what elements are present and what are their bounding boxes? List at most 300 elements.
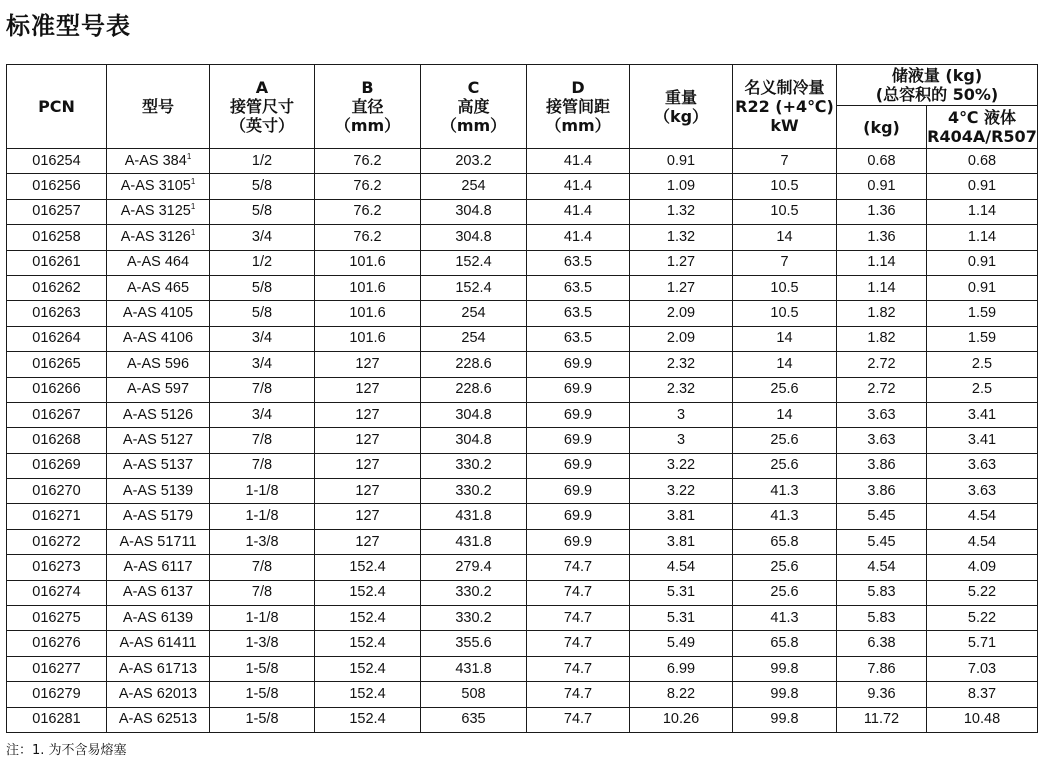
cell-pcn: 016256: [7, 174, 107, 199]
cell-model: [107, 149, 210, 174]
footnote-marker: 1: [190, 228, 196, 238]
cell-storage-kg: 3.63: [837, 402, 927, 427]
cell-pcn: 016263: [7, 301, 107, 326]
cell-pcn: 016261: [7, 250, 107, 275]
cell-pcn: 016281: [7, 707, 107, 732]
cell-c: 355.6: [421, 631, 527, 656]
cell-d: 74.7: [527, 682, 630, 707]
table-row: [7, 606, 1038, 631]
cell-pcn: 016266: [7, 377, 107, 402]
header-b-letter: B: [361, 78, 374, 97]
cell-c: 304.8: [421, 402, 527, 427]
cell-c: 254: [421, 301, 527, 326]
cell-d: 74.7: [527, 606, 630, 631]
cell-storage-r404: 1.59: [927, 326, 1038, 351]
cell-pcn: 016273: [7, 555, 107, 580]
model-text: A-AS 3126: [120, 228, 191, 245]
cell-storage-r404: 0.91: [927, 174, 1038, 199]
cell-storage-r404: 0.91: [927, 275, 1038, 300]
table-row: [7, 402, 1038, 427]
table-row: [7, 682, 1038, 707]
cell-d: 69.9: [527, 352, 630, 377]
cell-a: 3/4: [210, 352, 315, 377]
cell-storage-kg: 11.72: [837, 707, 927, 732]
cell-pcn: 016267: [7, 402, 107, 427]
cell-capacity: 14: [733, 225, 837, 250]
cell-model: [107, 656, 210, 681]
model-text: A-AS 5137: [122, 457, 194, 474]
cell-c: 304.8: [421, 428, 527, 453]
cell-weight: 3.81: [630, 529, 733, 554]
cell-b: 76.2: [315, 174, 421, 199]
cell-d: 69.9: [527, 402, 630, 427]
page-title: 标准型号表: [6, 12, 131, 40]
cell-storage-kg: 5.45: [837, 529, 927, 554]
cell-model: [107, 479, 210, 504]
header-capacity-unit: kW: [770, 116, 799, 135]
cell-b: 101.6: [315, 275, 421, 300]
cell-capacity: 7: [733, 149, 837, 174]
cell-capacity: 25.6: [733, 555, 837, 580]
cell-weight: 3: [630, 402, 733, 427]
cell-storage-r404: 3.41: [927, 402, 1038, 427]
cell-storage-r404: 0.91: [927, 250, 1038, 275]
cell-b: 127: [315, 352, 421, 377]
cell-weight: 4.54: [630, 555, 733, 580]
table-row: [7, 275, 1038, 300]
model-text: A-AS 597: [126, 381, 190, 398]
cell-d: 74.7: [527, 631, 630, 656]
cell-storage-kg: 1.82: [837, 301, 927, 326]
header-weight: [630, 65, 733, 149]
cell-model: [107, 453, 210, 478]
table-row: [7, 453, 1038, 478]
cell-capacity: 10.5: [733, 174, 837, 199]
header-d: [527, 65, 630, 149]
cell-storage-kg: 5.45: [837, 504, 927, 529]
cell-b: 101.6: [315, 250, 421, 275]
header-d-unit: （mm）: [545, 116, 611, 135]
table-row: [7, 174, 1038, 199]
cell-d: 69.9: [527, 479, 630, 504]
cell-b: 127: [315, 453, 421, 478]
cell-pcn: 016268: [7, 428, 107, 453]
cell-c: 330.2: [421, 580, 527, 605]
cell-weight: 3.81: [630, 504, 733, 529]
table-row: [7, 580, 1038, 605]
cell-storage-r404: 7.03: [927, 656, 1038, 681]
cell-b: 76.2: [315, 199, 421, 224]
cell-d: 69.9: [527, 453, 630, 478]
cell-b: 152.4: [315, 682, 421, 707]
cell-weight: 1.09: [630, 174, 733, 199]
cell-capacity: 25.6: [733, 453, 837, 478]
cell-pcn: 016272: [7, 529, 107, 554]
cell-storage-r404: 3.63: [927, 479, 1038, 504]
cell-storage-r404: 3.63: [927, 453, 1038, 478]
cell-capacity: 10.5: [733, 301, 837, 326]
cell-storage-r404: 5.22: [927, 580, 1038, 605]
cell-d: 41.4: [527, 149, 630, 174]
cell-capacity: 7: [733, 250, 837, 275]
cell-weight: 1.32: [630, 199, 733, 224]
cell-weight: 2.32: [630, 352, 733, 377]
cell-c: 228.6: [421, 377, 527, 402]
cell-weight: 10.26: [630, 707, 733, 732]
cell-pcn: 016276: [7, 631, 107, 656]
cell-storage-kg: 5.83: [837, 580, 927, 605]
cell-a: 1/2: [210, 149, 315, 174]
model-text: A-AS 4106: [122, 330, 194, 347]
cell-d: 69.9: [527, 377, 630, 402]
cell-c: 228.6: [421, 352, 527, 377]
cell-storage-kg: 4.54: [837, 555, 927, 580]
cell-storage-kg: 2.72: [837, 377, 927, 402]
cell-capacity: 99.8: [733, 656, 837, 681]
cell-weight: 1.32: [630, 225, 733, 250]
cell-model: [107, 275, 210, 300]
cell-pcn: 016277: [7, 656, 107, 681]
cell-storage-r404: 4.54: [927, 504, 1038, 529]
cell-model: [107, 504, 210, 529]
cell-model: [107, 377, 210, 402]
header-capacity-name: 名义制冷量: [744, 78, 825, 97]
cell-a: 1/2: [210, 250, 315, 275]
cell-storage-kg: 2.72: [837, 352, 927, 377]
cell-c: 254: [421, 174, 527, 199]
cell-a: 7/8: [210, 453, 315, 478]
cell-storage-r404: 5.71: [927, 631, 1038, 656]
table-row: [7, 504, 1038, 529]
cell-b: 127: [315, 428, 421, 453]
cell-b: 152.4: [315, 606, 421, 631]
table-body: [7, 149, 1038, 733]
header-a-name: 接管尺寸: [229, 97, 294, 116]
table-row: [7, 555, 1038, 580]
cell-capacity: 41.3: [733, 504, 837, 529]
cell-model: [107, 428, 210, 453]
cell-model: [107, 529, 210, 554]
cell-storage-r404: 8.37: [927, 682, 1038, 707]
header-storage-name: 储液量 (kg): [891, 66, 983, 85]
cell-a: 1-3/8: [210, 529, 315, 554]
cell-c: 431.8: [421, 504, 527, 529]
cell-storage-kg: 9.36: [837, 682, 927, 707]
model-text: A-AS 5127: [122, 431, 194, 448]
model-text: A-AS 61713: [118, 660, 198, 677]
cell-b: 152.4: [315, 555, 421, 580]
cell-weight: 8.22: [630, 682, 733, 707]
cell-pcn: 016262: [7, 275, 107, 300]
cell-d: 63.5: [527, 326, 630, 351]
cell-d: 63.5: [527, 250, 630, 275]
cell-model: [107, 301, 210, 326]
cell-model: [107, 631, 210, 656]
footnote-marker: 1: [190, 202, 196, 212]
cell-weight: 3.22: [630, 453, 733, 478]
table-row: [7, 377, 1038, 402]
cell-storage-kg: 1.82: [837, 326, 927, 351]
standard-model-table: [6, 64, 1038, 733]
cell-storage-r404: 1.14: [927, 199, 1038, 224]
cell-storage-r404: 5.22: [927, 606, 1038, 631]
cell-capacity: 99.8: [733, 707, 837, 732]
cell-model: [107, 250, 210, 275]
table-row: [7, 479, 1038, 504]
cell-b: 127: [315, 402, 421, 427]
model-text: A-AS 61411: [119, 635, 197, 652]
cell-capacity: 25.6: [733, 428, 837, 453]
cell-weight: 1.27: [630, 250, 733, 275]
cell-capacity: 25.6: [733, 377, 837, 402]
cell-c: 635: [421, 707, 527, 732]
cell-a: 5/8: [210, 174, 315, 199]
cell-b: 101.6: [315, 301, 421, 326]
table-row: [7, 199, 1038, 224]
cell-pcn: 016254: [7, 149, 107, 174]
header-c-unit: （mm）: [440, 116, 507, 135]
header-b-name: 直径: [351, 97, 384, 116]
cell-a: 1-5/8: [210, 707, 315, 732]
cell-a: 7/8: [210, 580, 315, 605]
cell-a: 7/8: [210, 428, 315, 453]
cell-pcn: 016274: [7, 580, 107, 605]
cell-c: 254: [421, 326, 527, 351]
header-storage-note: (总容积的 50%): [875, 85, 999, 104]
cell-weight: 5.49: [630, 631, 733, 656]
header-storage-kg: (kg): [837, 106, 927, 149]
header-a-letter: A: [255, 78, 269, 97]
cell-b: 127: [315, 504, 421, 529]
cell-model: [107, 707, 210, 732]
cell-pcn: 016271: [7, 504, 107, 529]
cell-c: 203.2: [421, 149, 527, 174]
cell-weight: 2.32: [630, 377, 733, 402]
cell-c: 431.8: [421, 656, 527, 681]
header-storage-r404: [927, 106, 1038, 149]
cell-weight: 5.31: [630, 606, 733, 631]
header-storage-r404-temp: 4℃ 液体: [947, 108, 1017, 127]
header-b-unit: （mm）: [334, 116, 401, 135]
header-storage: [837, 65, 1038, 106]
cell-weight: 6.99: [630, 656, 733, 681]
cell-weight: 1.27: [630, 275, 733, 300]
cell-a: 1-1/8: [210, 504, 315, 529]
cell-weight: 2.09: [630, 301, 733, 326]
cell-d: 63.5: [527, 275, 630, 300]
header-weight-unit: （kg）: [653, 106, 709, 126]
cell-storage-kg: 7.86: [837, 656, 927, 681]
cell-d: 74.7: [527, 707, 630, 732]
model-text: A-AS 62513: [118, 711, 198, 728]
cell-c: 431.8: [421, 529, 527, 554]
cell-storage-r404: 1.59: [927, 301, 1038, 326]
cell-storage-kg: 6.38: [837, 631, 927, 656]
header-pcn: PCN: [7, 65, 107, 149]
cell-a: 1-5/8: [210, 682, 315, 707]
cell-c: 304.8: [421, 225, 527, 250]
cell-b: 127: [315, 377, 421, 402]
cell-d: 41.4: [527, 174, 630, 199]
cell-capacity: 25.6: [733, 580, 837, 605]
cell-a: 5/8: [210, 301, 315, 326]
cell-model: [107, 682, 210, 707]
model-text: A-AS 6137: [122, 584, 194, 601]
cell-c: 330.2: [421, 479, 527, 504]
cell-storage-r404: 2.5: [927, 352, 1038, 377]
cell-model: [107, 555, 210, 580]
model-text: A-AS 596: [126, 355, 190, 372]
cell-a: 1-5/8: [210, 656, 315, 681]
cell-a: 1-1/8: [210, 606, 315, 631]
cell-storage-kg: 3.63: [837, 428, 927, 453]
cell-storage-kg: 1.36: [837, 199, 927, 224]
table-row: [7, 529, 1038, 554]
header-storage-r404-refrigerant: R404A/R507: [927, 127, 1037, 146]
cell-c: 330.2: [421, 453, 527, 478]
cell-c: 508: [421, 682, 527, 707]
cell-storage-kg: 0.91: [837, 174, 927, 199]
cell-a: 1-1/8: [210, 479, 315, 504]
header-weight-name: 重量: [664, 87, 697, 107]
cell-b: 127: [315, 479, 421, 504]
table-row: [7, 352, 1038, 377]
cell-model: [107, 606, 210, 631]
cell-pcn: 016275: [7, 606, 107, 631]
model-text: A-AS 3125: [120, 203, 191, 220]
cell-weight: 5.31: [630, 580, 733, 605]
model-text: A-AS 51711: [119, 533, 197, 550]
header-a: [210, 65, 315, 149]
cell-d: 63.5: [527, 301, 630, 326]
header-d-letter: D: [571, 78, 585, 97]
cell-storage-r404: 1.14: [927, 225, 1038, 250]
cell-storage-kg: 3.86: [837, 479, 927, 504]
cell-b: 76.2: [315, 225, 421, 250]
header-c-name: 高度: [457, 97, 490, 116]
cell-b: 101.6: [315, 326, 421, 351]
cell-weight: 3.22: [630, 479, 733, 504]
cell-a: 3/4: [210, 326, 315, 351]
cell-model: [107, 326, 210, 351]
cell-capacity: 65.8: [733, 631, 837, 656]
cell-a: 3/4: [210, 402, 315, 427]
cell-c: 152.4: [421, 275, 527, 300]
table-row: [7, 656, 1038, 681]
cell-a: 5/8: [210, 275, 315, 300]
cell-capacity: 14: [733, 402, 837, 427]
cell-pcn: 016258: [7, 225, 107, 250]
cell-model: [107, 352, 210, 377]
header-c-letter: C: [467, 78, 480, 97]
cell-weight: 0.91: [630, 149, 733, 174]
cell-capacity: 14: [733, 352, 837, 377]
cell-d: 69.9: [527, 529, 630, 554]
cell-b: 152.4: [315, 631, 421, 656]
cell-model: [107, 199, 210, 224]
model-text: A-AS 62013: [118, 685, 198, 702]
cell-c: 152.4: [421, 250, 527, 275]
cell-capacity: 14: [733, 326, 837, 351]
header-a-unit: （英寸）: [229, 116, 294, 135]
header-capacity: [733, 65, 837, 149]
cell-d: 41.4: [527, 199, 630, 224]
cell-d: 74.7: [527, 656, 630, 681]
cell-pcn: 016265: [7, 352, 107, 377]
model-text: A-AS 384: [124, 152, 187, 169]
model-text: A-AS 6139: [122, 609, 194, 626]
cell-storage-r404: 10.48: [927, 707, 1038, 732]
cell-b: 127: [315, 529, 421, 554]
cell-d: 69.9: [527, 428, 630, 453]
cell-storage-kg: 1.36: [837, 225, 927, 250]
cell-pcn: 016269: [7, 453, 107, 478]
cell-storage-r404: 2.5: [927, 377, 1038, 402]
cell-d: 74.7: [527, 580, 630, 605]
cell-storage-kg: 0.68: [837, 149, 927, 174]
cell-a: 1-3/8: [210, 631, 315, 656]
model-text: A-AS 5179: [122, 508, 194, 525]
model-text: A-AS 3105: [120, 178, 191, 195]
cell-pcn: 016264: [7, 326, 107, 351]
cell-pcn: 016279: [7, 682, 107, 707]
cell-b: 152.4: [315, 656, 421, 681]
model-text: A-AS 5139: [122, 482, 194, 499]
cell-a: 7/8: [210, 555, 315, 580]
cell-pcn: 016257: [7, 199, 107, 224]
model-text: A-AS 5126: [122, 406, 194, 423]
cell-b: 76.2: [315, 149, 421, 174]
model-text: A-AS 4105: [122, 305, 194, 322]
cell-storage-r404: 0.68: [927, 149, 1038, 174]
cell-weight: 3: [630, 428, 733, 453]
cell-d: 41.4: [527, 225, 630, 250]
cell-pcn: 016270: [7, 479, 107, 504]
cell-capacity: 41.3: [733, 479, 837, 504]
cell-weight: 2.09: [630, 326, 733, 351]
table-row: [7, 707, 1038, 732]
header-c: [421, 65, 527, 149]
footnote-marker: 1: [190, 177, 196, 187]
header-model: 型号: [107, 65, 210, 149]
cell-model: [107, 580, 210, 605]
footnote-marker: 1: [186, 151, 192, 161]
cell-capacity: 10.5: [733, 199, 837, 224]
header-b: [315, 65, 421, 149]
cell-capacity: 41.3: [733, 606, 837, 631]
table-row: [7, 631, 1038, 656]
table-row: [7, 326, 1038, 351]
model-text: A-AS 6117: [123, 558, 193, 575]
cell-storage-kg: 1.14: [837, 275, 927, 300]
cell-storage-kg: 3.86: [837, 453, 927, 478]
cell-model: [107, 402, 210, 427]
table-row: [7, 301, 1038, 326]
table-row: [7, 149, 1038, 174]
cell-a: 5/8: [210, 199, 315, 224]
cell-storage-kg: 1.14: [837, 250, 927, 275]
cell-model: [107, 225, 210, 250]
cell-c: 279.4: [421, 555, 527, 580]
table-row: [7, 428, 1038, 453]
cell-b: 152.4: [315, 580, 421, 605]
cell-storage-r404: 3.41: [927, 428, 1038, 453]
cell-c: 304.8: [421, 199, 527, 224]
model-text: A-AS 465: [126, 279, 190, 296]
table-row: [7, 250, 1038, 275]
cell-a: 3/4: [210, 225, 315, 250]
model-text: A-AS 464: [126, 254, 190, 271]
